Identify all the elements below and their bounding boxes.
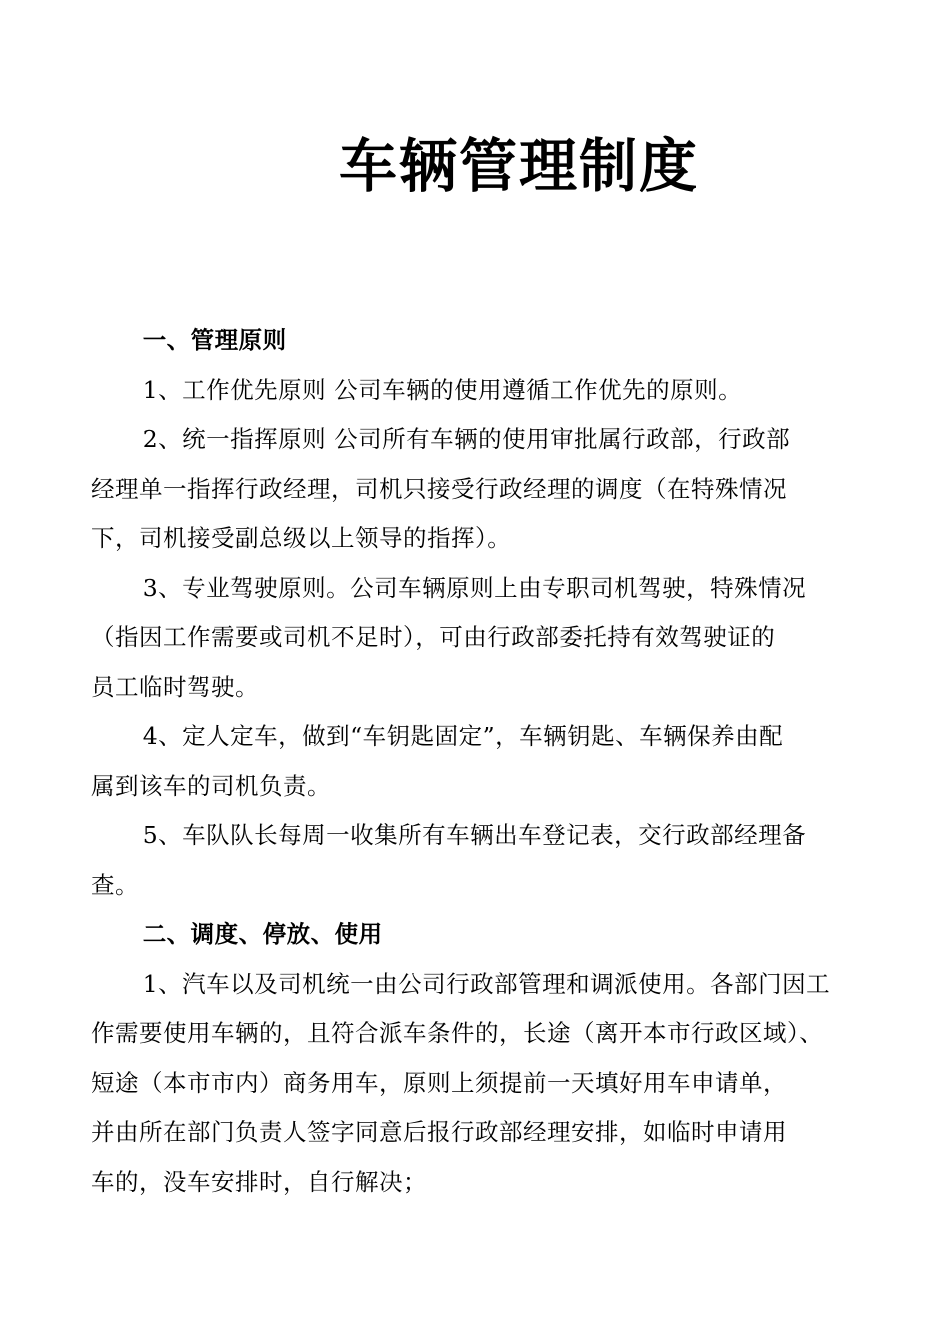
section-heading-principles: 一、管理原则 <box>142 326 287 354</box>
document-body <box>91 316 881 1207</box>
paragraph <box>91 960 881 1208</box>
paragraph-line: 车的，没车安排时，自行解决； <box>91 1167 427 1196</box>
paragraph-line: 并由所在部门负责人签字同意后报行政部经理安排，如临时申请用 <box>91 1118 787 1146</box>
paragraph-line: 下，司机接受副总级以上领导的指挥）。 <box>91 524 512 552</box>
paragraph-line: 1、汽车以及司机统一由公司行政部管理和调派使用。各部门因工 <box>142 969 831 998</box>
paragraph <box>91 564 881 713</box>
paragraph <box>91 712 881 811</box>
paragraph-line: 员工临时驾驶。 <box>91 672 259 701</box>
paragraph-line: 短途（本市市内）商务用车，原则上须提前一天填好用车申请单， <box>91 1068 787 1097</box>
paragraph-line: 4、定人定车，做到“车钥匙固定”，车辆钥匙、车辆保养由配 <box>142 722 784 750</box>
paragraph-line: 1、工作优先原则 公司车辆的使用遵循工作优先的原则。 <box>142 375 743 404</box>
paragraph <box>91 811 881 910</box>
paragraph-line: （指因工作需要或司机不足时），可由行政部委托持有效驾驶证的 <box>91 623 776 651</box>
paragraph-line: 作需要使用车辆的，且符合派车条件的，长途（离开本市行政区域）、 <box>91 1019 824 1047</box>
paragraph-line: 3、专业驾驶原则。公司车辆原则上由专职司机驾驶，特殊情况 <box>142 573 807 602</box>
paragraph <box>91 366 881 416</box>
page-title: 车辆管理制度 <box>338 132 699 200</box>
paragraph-line: 属到该车的司机负责。 <box>91 771 331 800</box>
paragraph-line: 查。 <box>91 870 139 899</box>
paragraph-line: 5、车队队长每周一收集所有车辆出车登记表，交行政部经理备 <box>142 821 807 849</box>
paragraph-line: 经理单一指挥行政经理，司机只接受行政经理的调度（在特殊情况 <box>91 474 787 503</box>
section-heading-dispatch: 二、调度、停放、使用 <box>142 920 383 948</box>
paragraph-line: 2、统一指挥原则 公司所有车辆的使用审批属行政部，行政部 <box>142 425 791 453</box>
paragraph <box>91 415 881 564</box>
